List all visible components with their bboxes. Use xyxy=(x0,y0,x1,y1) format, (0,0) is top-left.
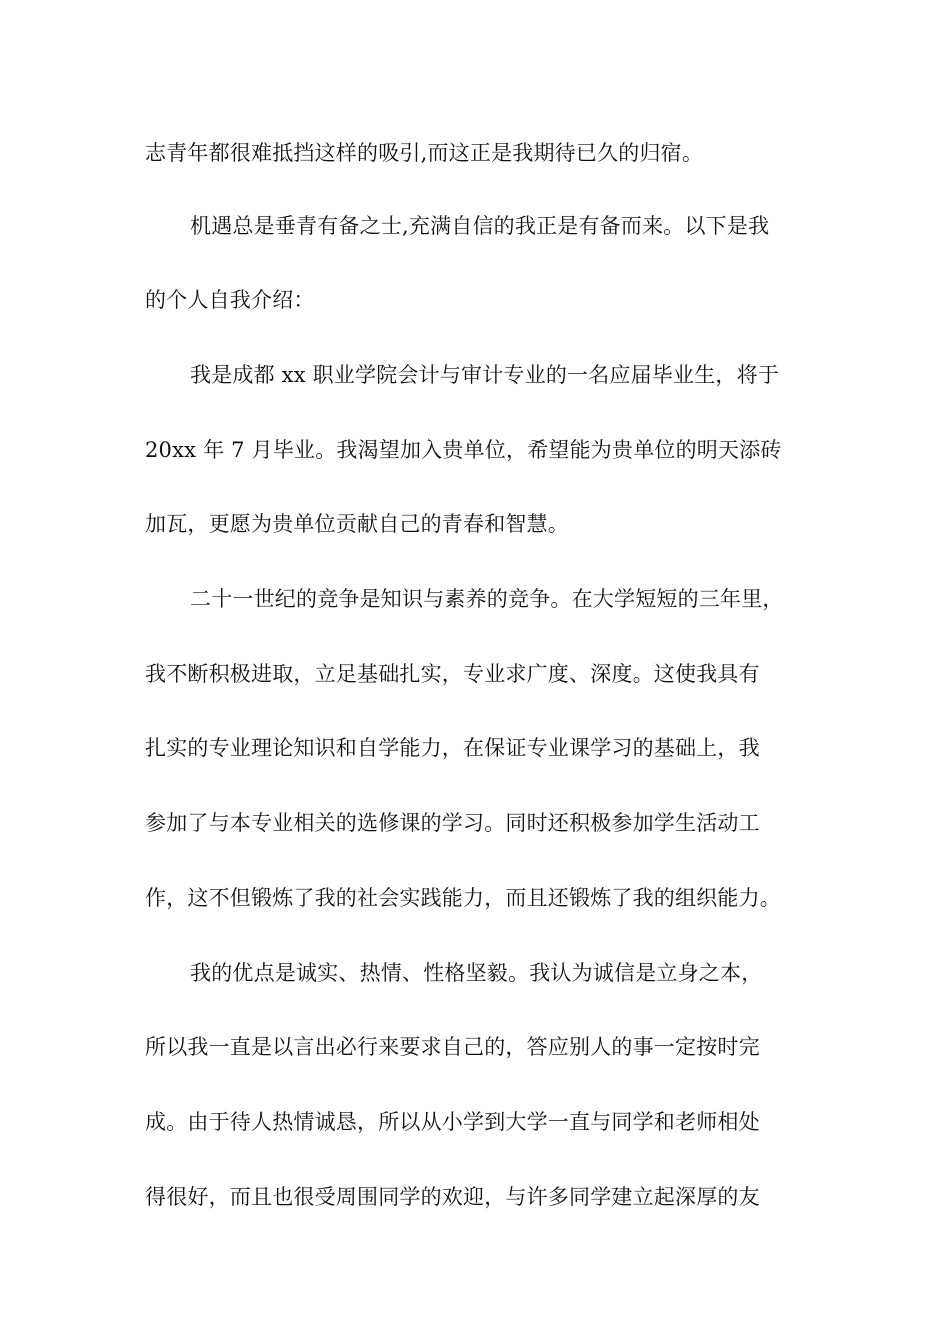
text-line: 扎实的专业理论知识和自学能力，在保证专业课学习的基础上，我 xyxy=(145,736,760,760)
paragraph-start-line: 我的优点是诚实、热情、性格坚毅。我认为诚信是立身之本， xyxy=(190,961,763,985)
text-line: 志青年都很难抵挡这样的吸引,而这正是我期待已久的归宿。 xyxy=(145,141,704,165)
text-line: 的个人自我介绍： xyxy=(145,288,315,312)
text-line: 加瓦，更愿为贵单位贡献自己的青春和智慧。 xyxy=(145,512,569,536)
text-line: 我不断积极进取，立足基础扎实，专业求广度、深度。这使我具有 xyxy=(145,662,760,686)
text-line: 成。由于待人热情诚恳，所以从小学到大学一直与同学和老师相处 xyxy=(145,1110,760,1134)
text-line: 参加了与本专业相关的选修课的学习。同时还积极参加学生活动工 xyxy=(145,811,760,835)
paragraph-start-line: 机遇总是垂青有备之士,充满自信的我正是有备而来。以下是我 xyxy=(190,214,770,238)
paragraph-start-line: 我是成都 xx 职业学院会计与审计专业的一名应届毕业生，将于 xyxy=(190,363,780,387)
text-line: 得很好，而且也很受周围同学的欢迎，与许多同学建立起深厚的友 xyxy=(145,1185,760,1209)
text-line: 作，这不但锻炼了我的社会实践能力，而且还锻炼了我的组织能力。 xyxy=(145,886,781,910)
text-line: 20xx 年 7 月毕业。我渴望加入贵单位，希望能为贵单位的明天添砖 xyxy=(145,438,782,462)
text-line: 所以我一直是以言出必行来要求自己的，答应别人的事一定按时完 xyxy=(145,1035,760,1059)
paragraph-start-line: 二十一世纪的竞争是知识与素养的竞争。在大学短短的三年里， xyxy=(190,587,784,611)
